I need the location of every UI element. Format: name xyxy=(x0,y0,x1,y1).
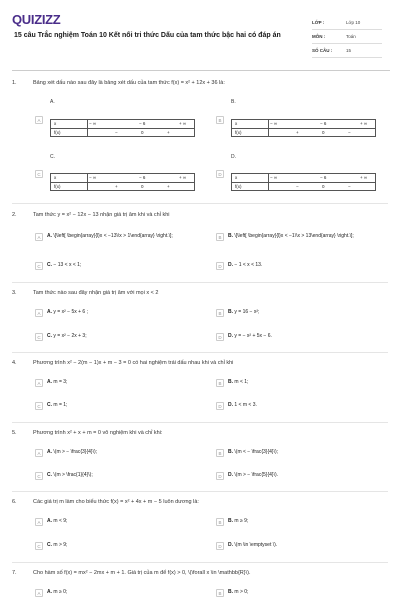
choice-a[interactable] xyxy=(35,233,200,241)
table-cell: 0 xyxy=(141,130,144,135)
table-cell: x xyxy=(235,175,238,180)
choice-text: − 13 < x < 1; xyxy=(53,262,82,268)
choice-c[interactable] xyxy=(35,333,87,341)
choice-text: m < 1; xyxy=(234,379,249,385)
choice-label: D. xyxy=(228,472,233,478)
choice-a[interactable] xyxy=(35,309,88,317)
table-cell: − xyxy=(115,130,118,135)
choice-b[interactable] xyxy=(216,309,259,317)
choice-text: \(m > \frac{1}{4}\); xyxy=(53,472,93,478)
question-number: 4. xyxy=(12,360,17,366)
meta-key: MÔN : xyxy=(312,34,326,39)
choice-c[interactable] xyxy=(35,472,93,480)
choice-badge: B xyxy=(216,379,224,387)
question-text: Cho hàm số f(x) = mx² − 2mx + m + 1. Giá trị của m để f(x) > 0, \(\forall x \in \mathbb{R}\). xyxy=(33,570,251,576)
choice-text: m < 9; xyxy=(53,518,68,524)
choice-text: y = x² − 2x + 3; xyxy=(53,333,87,339)
choice-badge: B xyxy=(216,233,224,241)
sign-table-b xyxy=(231,119,376,137)
choice-text: y = 16 − x²; xyxy=(234,309,260,315)
sign-table-d xyxy=(231,173,376,191)
meta-row-class xyxy=(312,16,382,30)
choice-text: m > 9; xyxy=(53,542,68,548)
choice-badge: C xyxy=(35,542,43,550)
table-label: C. xyxy=(50,154,55,160)
choice-b[interactable] xyxy=(216,233,381,241)
question-divider xyxy=(12,422,388,423)
table-cell: + xyxy=(167,184,170,189)
choice-badge: C xyxy=(35,170,43,178)
table-cell: − xyxy=(296,184,299,189)
choice-badge: D xyxy=(216,333,224,341)
choice-a[interactable] xyxy=(35,449,97,457)
question-divider xyxy=(12,203,388,204)
meta-row-subject xyxy=(312,30,382,44)
choice-label: D. xyxy=(228,542,233,548)
choice-badge: D xyxy=(216,262,224,270)
question-divider xyxy=(12,491,388,492)
page-header xyxy=(12,10,390,66)
question-text: Phương trình x² − 2(m − 1)x + m − 3 = 0 có hai nghiệm trái dấu nhau khi và chỉ khi xyxy=(33,360,234,366)
choice-badge: A xyxy=(35,589,43,597)
choice-badge: A xyxy=(35,309,43,317)
table-cell: x xyxy=(235,121,238,126)
question-divider xyxy=(12,352,388,353)
choice-label: C. xyxy=(47,542,52,548)
table-cell: − ∞ xyxy=(270,121,278,126)
meta-key: LỚP : xyxy=(312,20,325,25)
choice-text: m = 3; xyxy=(53,379,68,385)
choice-label: B. xyxy=(228,518,233,524)
table-label: A. xyxy=(50,99,55,105)
meta-key: SỐ CÂU : xyxy=(312,48,333,53)
choice-label: A. xyxy=(47,449,52,455)
choice-badge: B xyxy=(216,309,224,317)
choice-text: \[\left[ \begin{array}{l}x < −1\\x > 13\end{array} \right.\]; xyxy=(234,233,354,239)
table-cell: 0 xyxy=(141,184,144,189)
question-text: Bảng xét dấu nào sau đây là bảng xét dấu của tam thức f(x) = x² + 12x + 36 là: xyxy=(33,80,225,86)
choice-c[interactable] xyxy=(35,262,81,270)
question-text: Các giá trị m làm cho biểu thức f(x) = x² + 4x + m − 5 luôn dương là: xyxy=(33,499,199,505)
choice-label: A. xyxy=(47,233,52,239)
choice-label: D. xyxy=(228,402,233,408)
table-cell: f(x) xyxy=(54,130,61,135)
choice-label: A. xyxy=(47,309,52,315)
table-cell: x xyxy=(54,175,57,180)
choice-a[interactable] xyxy=(35,589,67,597)
choice-d[interactable] xyxy=(216,542,277,550)
choice-badge: C xyxy=(35,333,43,341)
question-text: Phương trình x² + x + m = 0 vô nghiệm khi và chỉ khi: xyxy=(33,430,163,436)
table-cell: f(x) xyxy=(54,184,61,189)
choice-label: A. xyxy=(47,379,52,385)
choice-badge: C xyxy=(35,262,43,270)
choice-badge: B xyxy=(216,518,224,526)
question-number: 5. xyxy=(12,430,17,436)
choice-text: m = 1; xyxy=(53,402,68,408)
choice-text: \[\left[ \begin{array}{l}x < −13\\x > 1\end{array} \right.\]; xyxy=(53,233,173,239)
choice-label: B. xyxy=(228,233,233,239)
choice-b[interactable] xyxy=(216,589,248,597)
choice-text: \(m < − \frac{3}{4}\); xyxy=(234,449,279,455)
table-cell: 0 xyxy=(322,130,325,135)
choice-b[interactable] xyxy=(216,449,278,457)
choice-label: C. xyxy=(47,472,52,478)
choice-label: C. xyxy=(47,402,52,408)
table-cell: f(x) xyxy=(235,184,242,189)
choice-text: m > 0; xyxy=(234,589,249,595)
question-number: 3. xyxy=(12,290,17,296)
choice-a[interactable] xyxy=(35,518,67,526)
choice-label: A. xyxy=(47,589,52,595)
choice-label: B. xyxy=(228,449,233,455)
question-text: Tam thức nào sau đây nhận giá trị âm với mọi x < 2 xyxy=(33,290,159,296)
choice-badge: D xyxy=(216,472,224,480)
choice-text: − 1 < x < 13. xyxy=(234,262,263,268)
choice-b[interactable] xyxy=(216,518,248,526)
table-cell: + xyxy=(296,130,299,135)
table-cell: + xyxy=(115,184,118,189)
choice-badge: A xyxy=(35,379,43,387)
sign-table-a xyxy=(50,119,195,137)
table-cell: + ∞ xyxy=(179,175,187,180)
choice-label: D. xyxy=(228,333,233,339)
choice-badge: D xyxy=(216,170,224,178)
meta-table xyxy=(312,16,382,58)
choice-label: A. xyxy=(47,518,52,524)
choice-badge: A xyxy=(35,449,43,457)
choice-text: 1 < m < 3. xyxy=(234,402,257,408)
choice-text: m ≥ 0; xyxy=(53,589,68,595)
header-divider xyxy=(12,70,390,71)
question-number: 2. xyxy=(12,212,17,218)
table-cell: 0 xyxy=(322,184,325,189)
choice-badge: A xyxy=(35,233,43,241)
choice-d[interactable] xyxy=(216,402,257,410)
table-cell: x xyxy=(54,121,57,126)
table-cell: − ∞ xyxy=(89,175,97,180)
choice-d[interactable] xyxy=(216,262,262,270)
table-cell: + ∞ xyxy=(360,121,368,126)
question-number: 1. xyxy=(12,80,17,86)
table-cell: − 6 xyxy=(139,175,146,180)
choice-c[interactable] xyxy=(35,542,67,550)
choice-text: \(m > − \frac{3}{4}\); xyxy=(53,449,98,455)
table-cell: − xyxy=(348,184,351,189)
choice-text: y = x² − 5x + 6 ; xyxy=(53,309,88,315)
question-divider xyxy=(12,282,388,283)
table-cell: − ∞ xyxy=(270,175,278,180)
table-cell: − 6 xyxy=(139,121,146,126)
table-cell: − 6 xyxy=(320,121,327,126)
meta-value: Toán xyxy=(346,34,356,39)
choice-label: B. xyxy=(228,309,233,315)
meta-value: 15 xyxy=(346,48,352,53)
sign-table-c xyxy=(50,173,195,191)
choice-text: \(m \in \emptyset \). xyxy=(234,542,278,548)
choice-badge: A xyxy=(35,518,43,526)
table-cell: + ∞ xyxy=(179,121,187,126)
table-cell: + xyxy=(167,130,170,135)
table-label: B. xyxy=(231,99,236,105)
question-number: 6. xyxy=(12,499,17,505)
choice-label: B. xyxy=(228,589,233,595)
table-cell: f(x) xyxy=(235,130,242,135)
meta-row-count xyxy=(312,44,382,58)
meta-value: Lớp 10 xyxy=(346,20,361,25)
choice-badge: C xyxy=(35,402,43,410)
table-label: D. xyxy=(231,154,236,160)
table-cell: − ∞ xyxy=(89,121,97,126)
choice-text: y = − x² + 5x − 6. xyxy=(234,333,272,339)
choice-d[interactable] xyxy=(216,472,278,480)
choice-text: \(m > − \frac{5}{4}\). xyxy=(234,472,279,478)
choice-badge: B xyxy=(216,449,224,457)
choice-b[interactable] xyxy=(216,116,228,124)
choice-text: m ≥ 9; xyxy=(234,518,249,524)
choice-a[interactable] xyxy=(35,116,47,124)
choice-d[interactable] xyxy=(216,170,228,178)
choice-d[interactable] xyxy=(216,333,272,341)
choice-badge: D xyxy=(216,542,224,550)
question-text: Tam thức y = x² − 12x − 13 nhận giá trị âm khi và chỉ khi xyxy=(33,212,170,218)
table-cell: − 6 xyxy=(320,175,327,180)
choice-badge: D xyxy=(216,402,224,410)
choice-c[interactable] xyxy=(35,402,67,410)
choice-badge: B xyxy=(216,589,224,597)
choice-label: B. xyxy=(228,379,233,385)
choice-badge: A xyxy=(35,116,43,124)
choice-label: D. xyxy=(228,262,233,268)
question-divider xyxy=(12,562,388,563)
table-cell: + ∞ xyxy=(360,175,368,180)
quizizz-logo: QUIZIZZ xyxy=(12,12,61,27)
page-title: 15 câu Trắc nghiệm Toán 10 Kết nối tri thức Dấu của tam thức bậc hai có đáp án xyxy=(14,32,281,39)
choice-label: C. xyxy=(47,333,52,339)
choice-a[interactable] xyxy=(35,379,67,387)
choice-c[interactable] xyxy=(35,170,47,178)
choice-label: C. xyxy=(47,262,52,268)
question-number: 7. xyxy=(12,570,17,576)
choice-badge: C xyxy=(35,472,43,480)
choice-badge: B xyxy=(216,116,224,124)
table-cell: − xyxy=(348,130,351,135)
choice-b[interactable] xyxy=(216,379,248,387)
